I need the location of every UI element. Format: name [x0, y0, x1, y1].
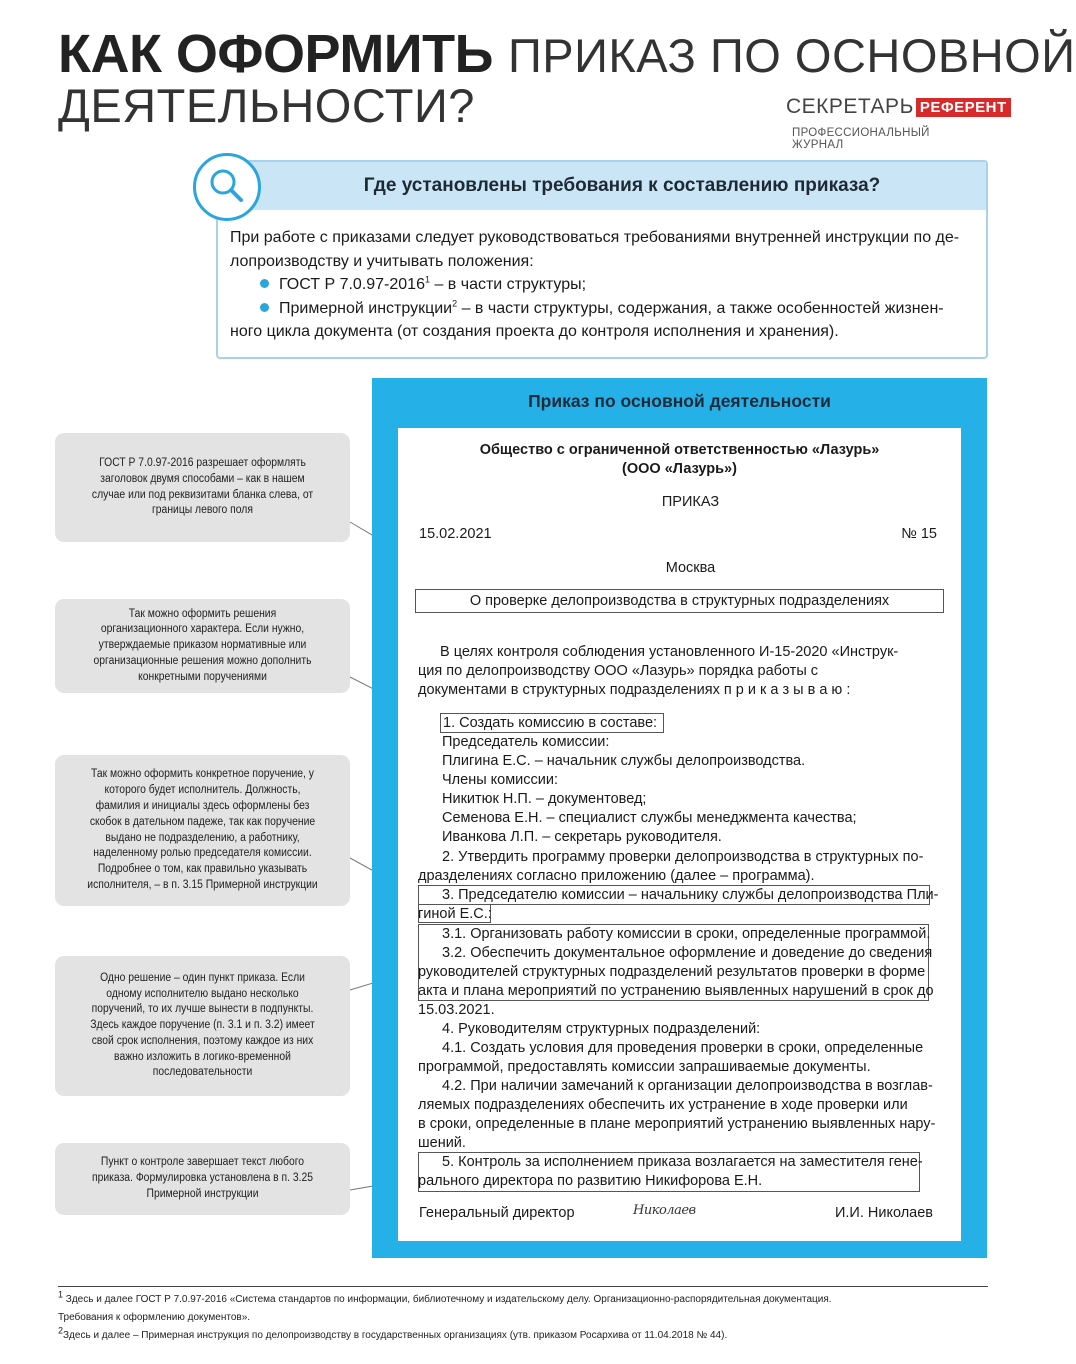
- point-1e: Семенова Е.Н. – специалист службы менеджмента качества;: [442, 810, 857, 826]
- point-5-line2: рального директора по развитию Никифорова Е.Н.: [418, 1173, 763, 1189]
- order-document: [398, 428, 961, 1241]
- note-control: [55, 1143, 350, 1215]
- req-b1-rest: – в части структуры;: [430, 276, 587, 293]
- logo-subtitle: ПРОФЕССИОНАЛЬНЫЙ ЖУРНАЛ: [792, 127, 930, 151]
- note-text: Одно решение – один пункт приказа. Если одному исполнителю выдано несколько поручений, то их лучше вынести в подпункты. Здесь каждое поручение (п. 3.1 и п. 3.2) имеет свой срок исполнения, поэтому каждое из них важно изложить в логико-временной последовательности: [90, 971, 315, 1079]
- footnote-2: [58, 1327, 988, 1345]
- req-intro-1: При работе с приказами следует руководствоваться требованиями внутренней инструкции по де-: [230, 229, 960, 246]
- logo-part2: РЕФЕРЕНТ: [916, 98, 1011, 117]
- footnote-2-sup: 2: [58, 1325, 64, 1336]
- point-3-2-line3: акта и плана мероприятий по устранению выявленных нарушений в срок до: [418, 983, 934, 999]
- logo-part1: СЕКРЕТАРЬ: [786, 95, 914, 118]
- req-bullet-2-cont: ного цикла документа (от создания проекта до контроля исполнения и хранения).: [230, 323, 839, 340]
- order-frame: [372, 378, 987, 1258]
- signature: Николаев: [633, 1203, 696, 1218]
- point-3-line2: гиной Е.С.:: [418, 906, 492, 922]
- signer-position: Генеральный директор: [419, 1205, 575, 1221]
- req-bullet-2: [230, 297, 974, 321]
- point-3-2-line4: 15.03.2021.: [418, 1002, 495, 1018]
- req-b1-text: ГОСТ Р 7.0.97-2016: [279, 276, 425, 293]
- title-rest: ПРИКАЗ ПО ОСНОВНОЙ: [507, 29, 1076, 82]
- order-date: 15.02.2021: [419, 526, 492, 542]
- footnote-1-sup: 1: [58, 1289, 64, 1300]
- signer-name: И.И. Николаев: [834, 1205, 933, 1221]
- point-3-2-line2: руководителей структурных подразделений результатов проверки в форме: [418, 964, 926, 980]
- note-organizational: [55, 599, 350, 693]
- req-b2-rest: – в части структуры, содержания, а также особенностей жизнен-: [457, 299, 944, 317]
- footnote-1-text: Здесь и далее ГОСТ Р 7.0.97-2016 «Система стандартов по информации, библиотечному и издательскому делу. Организационно-распорядительная документация.: [63, 1294, 832, 1305]
- footnote-1-text-2: Требования к оформлению документов».: [58, 1312, 251, 1323]
- req-b2-sup: 2: [452, 298, 458, 309]
- req-b2-text: Примерной инструкции: [279, 299, 453, 317]
- requirements-body: [218, 210, 986, 344]
- magnifier-icon: [193, 153, 261, 221]
- point-3-2-line1: 3.2. Обеспечить документальное оформление и доведение до сведения: [442, 945, 933, 961]
- doc-type: ПРИКАЗ: [661, 494, 720, 510]
- preamble-2: ция по делопроизводству ООО «Лазурь» порядка работы с: [418, 663, 819, 679]
- note-text: Пункт о контроле завершает текст любого приказа. Формулировка установлена в п. 3.25 Примерной инструкции: [92, 1156, 313, 1200]
- note-text: ГОСТ Р 7.0.97-2016 разрешает оформлять заголовок двумя способами – как в нашем случае или под реквизитами бланка слева, от границы левого поля: [91, 456, 314, 517]
- order-number: № 15: [901, 526, 937, 542]
- point-2-line2: дразделениях согласно приложению (далее – программа).: [418, 868, 815, 884]
- requirements-heading: Где установлены требования к составлению приказа?: [218, 162, 986, 210]
- point-3-1: 3.1. Организовать работу комиссии в сроки, определенные программой.: [442, 926, 931, 942]
- org-name: Общество с ограниченной ответственностью «Лазурь»: [479, 442, 880, 458]
- note-assignment: [55, 755, 350, 906]
- point-5-line1: 5. Контроль за исполнением приказа возлагается на заместителя гене-: [442, 1154, 923, 1170]
- requirements-box: [216, 160, 988, 359]
- note-heading: [55, 433, 350, 542]
- req-intro-2: лопроизводству и учитывать положения:: [230, 252, 534, 270]
- footnote-1: [58, 1291, 988, 1327]
- footnote-2-text: Здесь и далее – Примерная инструкция по делопроизводству в государственных организациях (утв. приказом Росархива от 11.04.2018 № 44).: [63, 1330, 728, 1341]
- order-frame-title: Приказ по основной деятельности: [528, 391, 831, 411]
- bullet-dot: [260, 303, 269, 312]
- req-bullet-1: [230, 273, 974, 297]
- point-4-1-line2: программой, предоставлять комиссии запрашиваемые документы.: [418, 1059, 871, 1075]
- point-1: 1. Создать комиссию в составе:: [443, 715, 658, 731]
- order-heading: О проверке делопроизводства в структурных подразделениях: [469, 593, 890, 609]
- point-1c: Члены комиссии:: [442, 772, 559, 788]
- footnote-divider: [58, 1286, 988, 1287]
- note-one-decision: [55, 956, 350, 1096]
- point-4-2-line4: шений.: [418, 1135, 466, 1151]
- note-text: Так можно оформить решения организационного характера. Если нужно, утверждаемые приказом нормативные или организационные решения можно дополнить конкретными поручениями: [93, 607, 312, 683]
- order-city: Москва: [665, 560, 716, 576]
- org-short: (ООО «Лазурь»): [622, 461, 737, 477]
- note-text: Так можно оформить конкретное поручение, у которого будет исполнитель. Должность, фамилия и инициалы здесь оформлены без скобок в дательном падеже, так как поручение выдано не подразделению, а работнику, наделенному ролью председателя комиссии. Подробнее о том, как правильно указывать исполнителя, – в п. 3.15 Примерной инструкции: [87, 768, 318, 891]
- point-1d: Никитюк Н.П. – документовед;: [442, 791, 647, 807]
- point-1f: Иванкова Л.П. – секретарь руководителя.: [442, 829, 722, 845]
- point-3-line1: 3. Председателю комиссии – начальнику службы делопроизводства Пли-: [442, 887, 939, 903]
- preamble-3: документами в структурных подразделениях п р и к а з ы в а ю :: [418, 682, 851, 698]
- title-line2: ДЕЯТЕЛЬНОСТИ?: [58, 79, 475, 133]
- req-b1-sup: 1: [424, 274, 430, 285]
- point-2-line1: 2. Утвердить программу проверки делопроизводства в структурных по-: [442, 849, 924, 865]
- point-4-2-line1: 4.2. При наличии замечаний к организации делопроизводства в возглав-: [442, 1078, 933, 1094]
- point-1a: Председатель комиссии:: [442, 734, 610, 750]
- journal-logo: [786, 95, 1007, 151]
- point-4-2-line3: в сроки, определенные в плане мероприятий устранению выявленных нару-: [418, 1116, 936, 1132]
- bullet-dot: [260, 279, 269, 288]
- point-4: 4. Руководителям структурных подразделений:: [442, 1021, 761, 1037]
- title-bold: КАК ОФОРМИТЬ: [58, 24, 493, 84]
- point-4-2-line2: ляемых подразделениях обеспечить их устранение в ходе проверки или: [418, 1097, 908, 1113]
- point-1b: Плигина Е.С. – начальник службы делопроизводства.: [442, 753, 806, 769]
- preamble-1: В целях контроля соблюдения установленного И-15-2020 «Инструк-: [440, 644, 899, 660]
- point-4-1-line1: 4.1. Создать условия для проведения проверки в сроки, определенные: [442, 1040, 924, 1056]
